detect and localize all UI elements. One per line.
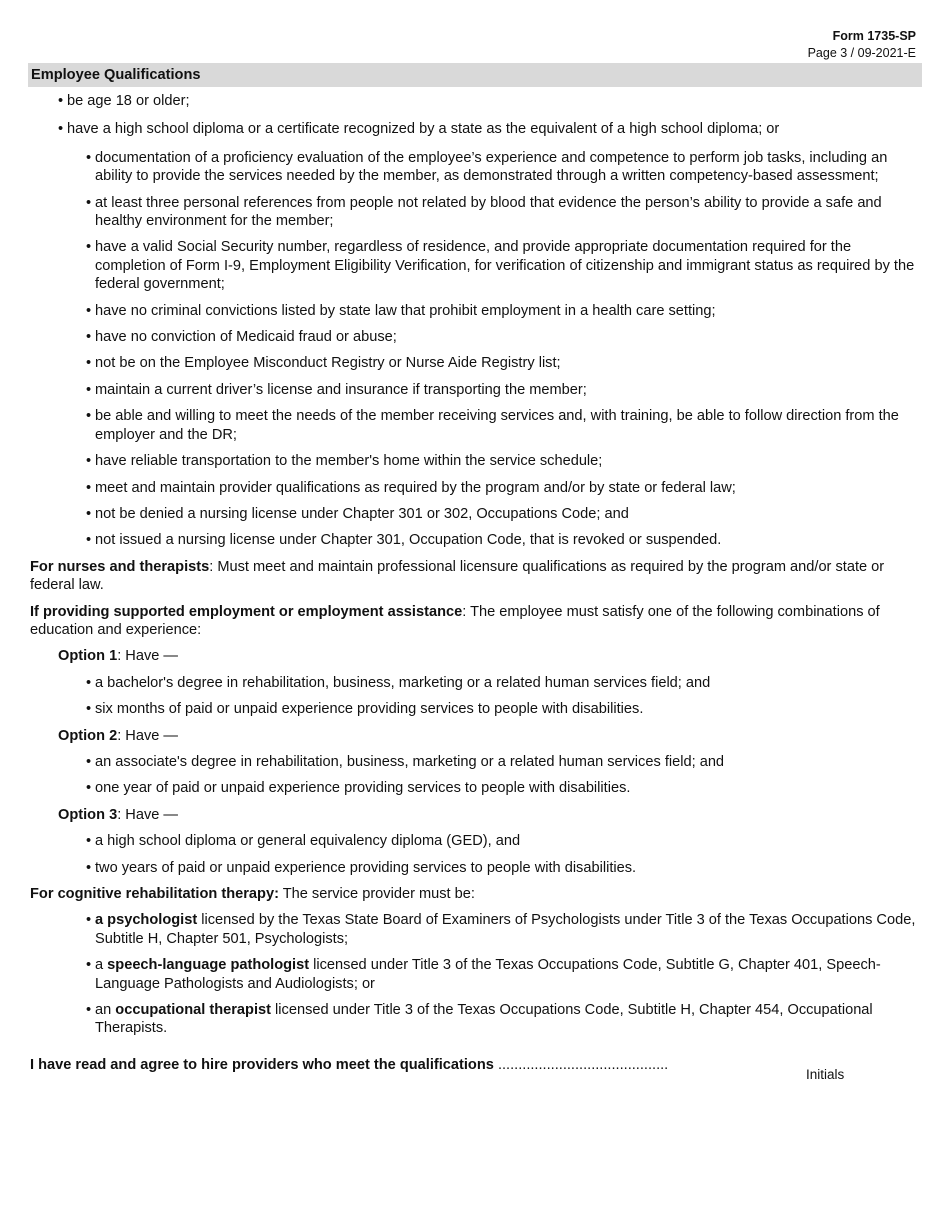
list-item: • an occupational therapist licensed under Title 3 of the Texas Occupations Code, Subtitle H, Chapter 454, Occupational Therapists. [86,1002,873,1037]
bullet-icon: • [86,505,92,522]
bullet-icon: • [86,1002,92,1019]
page-number: Page 3 / 09-2021-E [807,46,916,60]
list-item: • be able and willing to meet the needs of the member receiving services and, with training, be able to follow direction from the employer and the DR; [86,408,899,443]
employment-text: : The employee must satisfy one of the following combinations of education and experience: [30,603,880,638]
bullet-icon: • [86,239,92,256]
bullet-icon: • [86,701,92,718]
agreement-row [30,1056,920,1082]
qualifications-content [30,92,920,1082]
bullet-icon: • [86,532,92,549]
nurses-label: For nurses and therapists [30,558,210,575]
bullet-icon: • [58,93,64,109]
bullet-icon: • [86,674,92,691]
list-item: • have no criminal convictions listed by state law that prohibit employment in a health care setting; [86,302,716,319]
list-item: • not issued a nursing license under Chapter 301, Occupation Code, that is revoked or suspended. [86,532,722,549]
list-item: • have no conviction of Medicaid fraud or abuse; [86,329,397,346]
agreement-leader: .......................................... [493,1056,669,1073]
list-item: • have reliable transportation to the member's home within the service schedule; [86,453,603,470]
bullet-icon: • [86,912,92,929]
nurses-text: : Must meet and maintain professional licensure qualifications as required by the program and/or state or federal law. [30,558,885,594]
form-number: Form 1735-SP [832,29,916,43]
bullet-icon: • [86,194,92,211]
bullet-icon: • [86,408,92,425]
cognitive-paragraph [30,885,920,903]
list-item: • have a high school diploma or a certificate recognized by a state as the equivalent of a high school diploma; or [58,121,780,138]
list-item: • not be denied a nursing license under Chapter 301 or 302, Occupations Code; and [86,505,629,522]
bullet-icon: • [86,833,92,850]
option-2-heading: Option 2: Have — [58,727,179,744]
section-title-bar [28,63,922,87]
list-item: • meet and maintain provider qualifications as required by the program and/or by state or federal law; [86,479,736,496]
employment-paragraph [30,603,920,640]
list-item: • six months of paid or unpaid experience providing services to people with disabilities. [86,701,644,718]
bullet-icon: • [86,453,92,470]
list-item: • a speech-language pathologist licensed under Title 3 of the Texas Occupations Code, Subtitle G, Chapter 401, Speech-Language Pathologists and Audiologists; or [86,957,881,992]
form-header [808,28,916,62]
agreement-label: I have read and agree to hire providers who meet the qualifications [30,1056,494,1073]
bullet-icon: • [86,149,92,166]
option-3-heading: Option 3: Have — [58,806,179,823]
cognitive-label: For cognitive rehabilitation therapy: [30,886,279,902]
list-item: • a high school diploma or general equivalency diploma (GED), and [86,833,521,850]
list-item: • a psychologist licensed by the Texas State Board of Examiners of Psychologists under Title 3 of the Texas Occupations Code, Subtitle H, Chapter 501, Psychologists; [86,912,916,947]
list-item: • have a valid Social Security number, regardless of residence, and provide appropriate documentation required for the completion of Form I-9, Employment Eligibility Verification, for verification of citizenship and immigrant status as required by the federal government; [86,239,915,293]
bullet-icon: • [86,381,92,398]
list-item: • two years of paid or unpaid experience providing services to people with disabilities. [86,859,637,876]
bullet-icon: • [86,780,92,797]
cognitive-text: The service provider must be: [278,886,475,902]
bullet-icon: • [86,859,92,876]
list-item: • be age 18 or older; [58,93,190,109]
list-item: • one year of paid or unpaid experience providing services to people with disabilities. [86,780,631,797]
section-title: Employee Qualifications [31,67,201,83]
list-item: • maintain a current driver’s license and insurance if transporting the member; [86,381,587,398]
employment-label: If providing supported employment or employment assistance [30,603,463,620]
bullet-icon: • [86,329,92,346]
bullet-icon: • [86,355,92,372]
bullet-icon: • [86,753,92,770]
list-item: • at least three personal references from people not related by blood that evidence the person’s ability to provide a safe and healthy environment for the member; [86,194,882,230]
bullet-icon: • [86,302,92,319]
list-item: • not be on the Employee Misconduct Registry or Nurse Aide Registry list; [86,355,561,372]
bullet-icon: • [58,121,64,138]
bullet-icon: • [86,957,92,974]
bullet-icon: • [86,479,92,496]
initials-field[interactable]: Initials [806,1066,845,1082]
nurses-paragraph [30,558,920,595]
list-item: • an associate's degree in rehabilitation, business, marketing or a related human services field; and [86,753,725,770]
option-1-heading: Option 1: Have — [58,648,179,665]
list-item: • documentation of a proficiency evaluation of the employee’s experience and competence to perform job tasks, including an ability to provide the services needed by the member, as demonstrated through a written competency-based assessment; [86,149,888,185]
list-item: • a bachelor's degree in rehabilitation, business, marketing or a related human services field; and [86,674,711,691]
